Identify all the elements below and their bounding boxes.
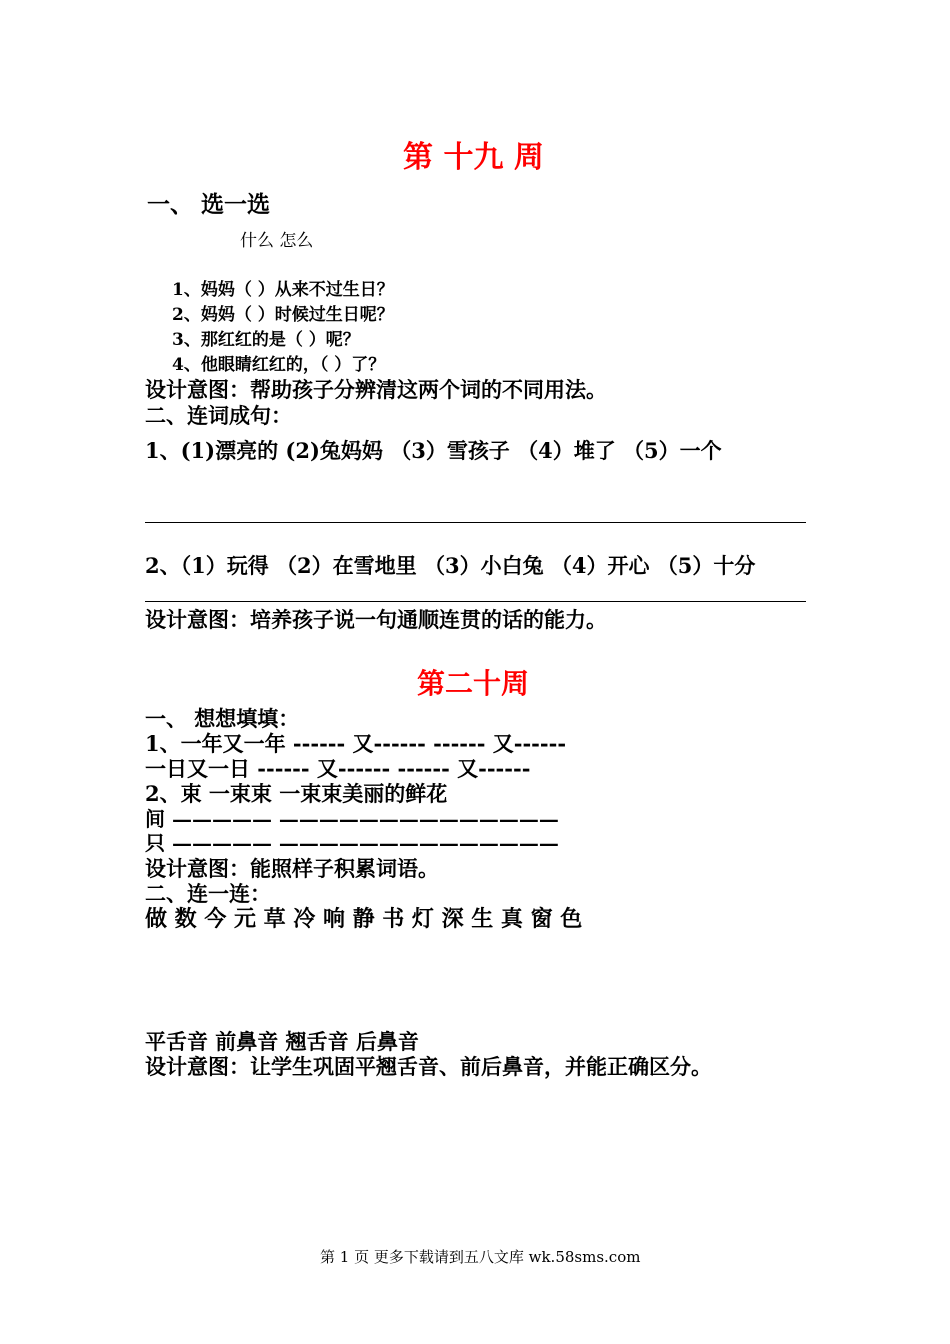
sentence-question: 1、(1)漂亮的 (2)兔妈妈 （3）雪孩子 （4）堆了 （5）一个 — [145, 438, 722, 463]
question-item: 1、妈妈（ ）从来不过生日？ — [172, 280, 394, 300]
design-intent: 设计意图：能照样子积累词语。 — [145, 856, 439, 881]
section-heading: 二、连词成句： — [145, 403, 292, 428]
question-item: 3、那红红的是（ ）呢？ — [172, 330, 360, 350]
section-heading: 二、连一连： — [145, 881, 271, 906]
design-intent: 设计意图：让学生巩固平翘舌音、前后鼻音，并能正确区分。 — [145, 1054, 712, 1079]
question-item: 2、妈妈（ ）时候过生日呢？ — [172, 305, 394, 325]
design-intent: 设计意图：帮助孩子分辨清这两个词的不同用法。 — [145, 377, 607, 402]
fill-line: 间 ————— —————————————— — [145, 807, 559, 831]
sentence-question: 2、（1）玩得 （2）在雪地里 （3）小白兔 （4）开心 （5）十分 — [145, 553, 756, 578]
fill-line: 2、束 一束束 一束束美丽的鲜花 — [145, 781, 448, 806]
week20-title: 第二十周 — [417, 667, 530, 700]
design-intent: 设计意图：培养孩子说一句通顺连贯的话的能力。 — [145, 607, 607, 632]
fill-line: 只 ————— —————————————— — [145, 831, 559, 855]
section-heading: 一、 想想填填： — [145, 706, 300, 731]
character-list: 做 数 今 元 草 冷 响 静 书 灯 深 生 真 窗 色 — [145, 906, 583, 932]
page-footer: 第 1 页 更多下载请到五八文库 wk.58sms.com — [320, 1248, 641, 1266]
question-item: 4、他眼睛红红的，（ ）了？ — [172, 355, 386, 375]
sound-categories: 平舌音 前鼻音 翘舌音 后鼻音 — [145, 1029, 419, 1054]
fill-line: 一日又一日 ------ 又------ ------ 又------ — [145, 756, 531, 781]
section-heading: 一、 选一选 — [147, 191, 271, 218]
answer-line — [145, 601, 806, 602]
fill-line: 1、一年又一年 ------ 又------ ------ 又------ — [145, 731, 567, 756]
word-choices: 什么 怎么 — [240, 231, 314, 251]
week19-title: 第 十九 周 — [403, 140, 544, 175]
answer-line — [145, 522, 806, 523]
